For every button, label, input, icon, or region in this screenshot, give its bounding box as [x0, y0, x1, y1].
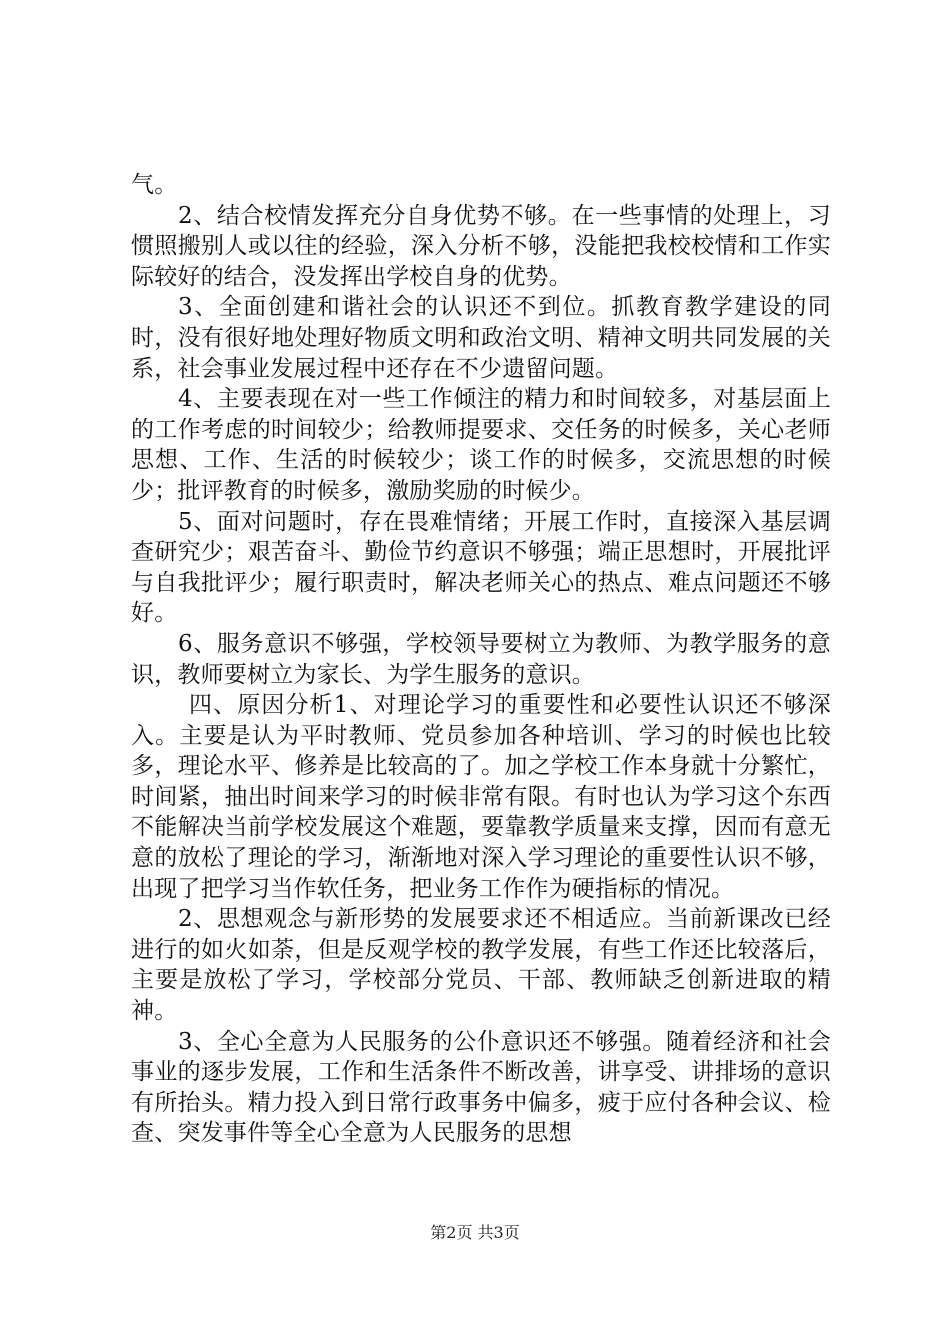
paragraph-item-4-work-focus: 4、主要表现在对一些工作倾注的精力和时间较多，对基层面上的工作考虑的时间较少；给教师提要求、交任务的时候多，关心老师思想、工作、生活的时候较少；谈工作的时候多，交流思想的时候少；批评教育的时候多，激励奖励的时候少。 [131, 386, 831, 504]
paragraph-item-3-harmonious-society: 3、全面创建和谐社会的认识还不到位。抓教育教学建设的同时，没有很好地处理好物质文明和政治文明、精神文明共同发展的关系，社会事业发展过程中还存在不少遗留问题。 [131, 294, 831, 382]
page-number-footer: 第2页 共3页 [430, 1223, 520, 1242]
paragraph-item-6-service: 6、服务意识不够强，学校领导要树立为教师、为教学服务的意识，教师要树立为家长、为学生服务的意识。 [131, 630, 831, 688]
paragraph-item-5-problems: 5、面对问题时，存在畏难情绪；开展工作时，直接深入基层调查研究少；艰苦奋斗、勤俭节约意识不够强；端正思想时，开展批评与自我批评少；履行职责时，解决老师关心的热点、难点问题还不够好。 [131, 508, 831, 627]
paragraph-continuation: 气。 [131, 172, 178, 198]
paragraph-section-4-cause-analysis: 四、原因分析1、对理论学习的重要性和必要性认识还不够深入。主要是认为平时教师、党员参加各种培训、学习的时候也比较多，理论水平、修养是比较高的了。加之学校工作本身就十分繁忙，时间紧，抽出时间来学习的时候非常有限。有时也认为学习这个东西不能解决当前学校发展这个难题，要靠教学质量来支撑，因而有意无意的放松了理论的学习，渐渐地对深入学习理论的重要性认识不够，出现了把学习当作软任务，把业务工作作为硬指标的情况。 [131, 692, 831, 902]
paragraph-cause-3-public-service: 3、全心全意为人民服务的公仆意识还不够强。随着经济和社会事业的逐步发展，工作和生活条件不断改善，讲享受、讲排场的意识有所抬头。精力投入到日常行政事务中偏多，疲于应付各种会议、检查、突发事件等全心全意为人民服务的思想 [131, 1028, 831, 1147]
document-body [131, 170, 831, 1149]
paragraph-cause-2-mindset: 2、思想观念与新形势的发展要求还不相适应。当前新课改已经进行的如火如荼，但是反观学校的教学发展，有些工作还比较落后，主要是放松了学习，学校部分党员、干部、教师缺乏创新进取的精神。 [131, 906, 831, 1025]
paragraph-item-2-local-advantage: 2、结合校情发挥充分自身优势不够。在一些事情的处理上，习惯照搬别人或以往的经验，深入分析不够，没能把我校校情和工作实际较好的结合，没发挥出学校自身的优势。 [131, 202, 831, 290]
